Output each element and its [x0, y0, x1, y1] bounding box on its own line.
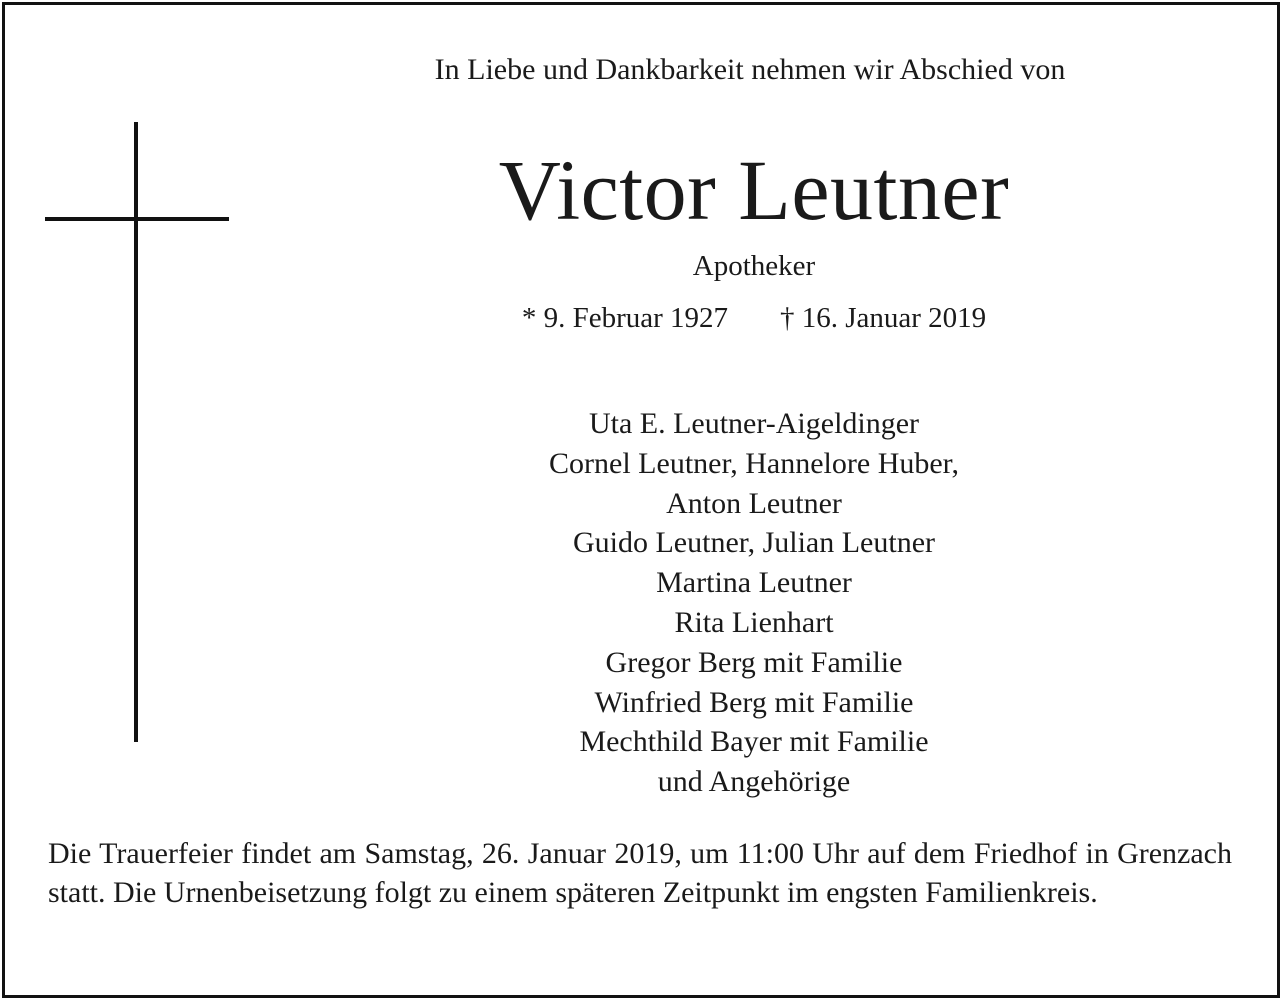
mourner: Martina Leutner [656, 566, 852, 600]
service-info: Die Trauerfeier findet am Samstag, 26. Januar 2019, um 11:00 Uhr auf dem Friedhof in Grenzach statt. Die Urnenbeisetzung folgt zu einem späteren Zeitpunkt im engsten Familienkreis. [48, 837, 1232, 909]
mourner: Guido Leutner, Julian Leutner [572, 526, 936, 560]
death-date: † 16. Januar 2019 [780, 302, 987, 334]
mourner: Winfried Berg mit Familie [594, 685, 914, 719]
birth-date: * 9. Februar 1927 [521, 302, 728, 334]
mourner: Gregor Berg mit Familie [605, 645, 903, 679]
mourner: Anton Leutner [666, 486, 842, 520]
mourner: Uta E. Leutner-Aigeldinger [588, 407, 920, 440]
mourners-list [354, 404, 1154, 802]
mourner: Rita Lienhart [674, 605, 834, 639]
mourner: und Angehörige [657, 765, 851, 799]
profession: Apotheker [692, 250, 816, 282]
mourner: Cornel Leutner, Hannelore Huber, [549, 446, 959, 480]
intro-text: In Liebe und Dankbarkeit nehmen wir Abschied von [434, 53, 1066, 86]
life-dates [354, 300, 1154, 336]
mourner: Mechthild Bayer mit Familie [579, 725, 929, 759]
cross-icon [134, 122, 138, 742]
deceased-name: Victor Leutner [498, 142, 1010, 238]
cross-icon-bar [45, 217, 229, 221]
